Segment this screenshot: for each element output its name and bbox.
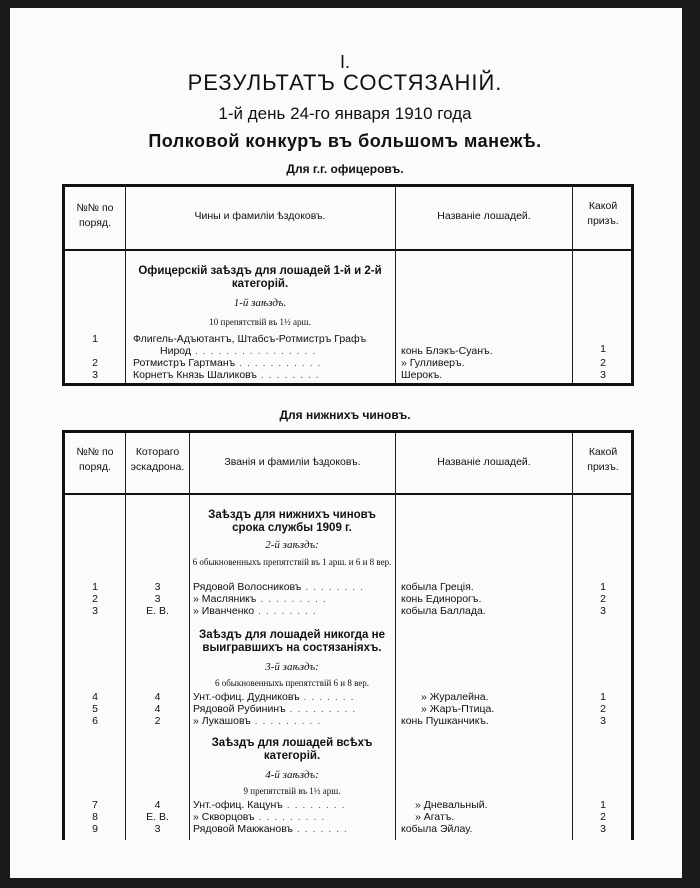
col-header-squadron: Котораго эскадрона.	[130, 446, 185, 473]
page-title: РЕЗУЛЬТАТЪ СОСТЯЗАНІЙ.	[187, 70, 503, 95]
table-row-rider-continued: Нирод . . . . . . . . . . . . . . . .	[160, 345, 317, 357]
lower-ranks-heading: Для нижнихъ чиновъ.	[279, 408, 411, 422]
group-subheading: Заѣздъ для нижнихъ чиновъ срока службы 1909 г.	[208, 509, 376, 534]
table-row-rider: Рядовой Рубининъ . . . . . . . . .	[193, 703, 357, 715]
table-row-number: 3	[92, 605, 98, 617]
table-row-number: 3	[92, 369, 98, 381]
table-row-number: 6	[92, 715, 98, 727]
col-header-prize: Какой призъ.	[587, 446, 619, 473]
table-row-horse: кобыла Греція.	[401, 581, 474, 593]
table-row-prize: 3	[600, 715, 606, 727]
col-header-rider: Званія и фамиліи ѣздоковъ.	[224, 456, 361, 468]
table-row-squadron: 4	[154, 799, 161, 811]
col-header-number: №№ по поряд.	[76, 202, 114, 229]
col-header-prize: Какой призъ.	[587, 200, 619, 227]
group-heat: 2-й заѣздъ:	[265, 539, 319, 551]
table-row-prize: 1	[600, 581, 606, 593]
table-row-rider: Флигель-Адъютантъ, Штабсъ-Ротмистръ Графъ	[133, 333, 367, 345]
table-row-rider: » Масляникъ . . . . . . . . .	[193, 593, 327, 605]
group-subheading: Заѣздъ для лошадей никогда не выигравшихъ на состязаніяхъ.	[199, 629, 385, 654]
table-row-prize: 2	[600, 357, 606, 369]
table-row-prize: 3	[600, 823, 606, 835]
table-row-prize: 3	[600, 369, 606, 381]
table-row-horse: кобыла Эйлау.	[401, 823, 473, 835]
table-row-horse: » Журалейна.	[421, 691, 489, 703]
col-header-horse: Названіе лошадей.	[437, 210, 531, 222]
lower-ranks-table	[62, 430, 634, 840]
col-header-horse: Названіе лошадей.	[437, 456, 531, 468]
table-row-squadron: Е. В.	[146, 811, 169, 823]
officers-obstacles: 10 препятствій въ 1½ арш.	[209, 317, 311, 327]
table-row-number: 7	[92, 799, 98, 811]
table-row-number: 2	[92, 593, 98, 605]
table-row-rider: Унт.-офиц. Кацунъ . . . . . . . .	[193, 799, 346, 811]
table-row-number: 1	[92, 581, 98, 593]
table-row-squadron: 3	[154, 581, 161, 593]
table-row-squadron: 3	[154, 823, 161, 835]
col-header-rider: Чины и фамиліи ѣздоковъ.	[194, 210, 326, 222]
group-obstacles: 9 препятствій въ 1½ арш.	[243, 786, 341, 796]
table-row-rider: Корнетъ Князь Шаликовъ . . . . . . . .	[133, 369, 320, 381]
table-row-rider: Рядовой Макжановъ . . . . . . .	[193, 823, 348, 835]
table-row-horse: конь Пушканчикъ.	[401, 715, 489, 727]
group-obstacles: 6 обыкновенныхъ препятствій 6 и 8 вер.	[214, 678, 370, 688]
table-row-number: 8	[92, 811, 98, 823]
table-row-rider: Ротмистръ Гартманъ . . . . . . . . . . .	[133, 357, 322, 369]
event-title: Полковой конкуръ въ большомъ манежѣ.	[148, 131, 542, 151]
group-heat: 3-й заѣздъ:	[265, 661, 319, 673]
table-row-prize: 1	[600, 691, 606, 703]
table-row-horse: конь Блэкъ-Суанъ.	[401, 345, 493, 357]
table-row-horse: » Агатъ.	[415, 811, 455, 823]
officers-table	[62, 184, 634, 386]
col-header-number: №№ по поряд.	[76, 446, 114, 473]
table-row-prize: 2	[600, 593, 606, 605]
table-row-prize: 1	[600, 799, 606, 811]
date-line: 1-й день 24-го января 1910 года	[218, 104, 472, 123]
table-row-squadron: Е. В.	[146, 605, 169, 617]
table-row-rider: Унт.-офиц. Дудниковъ . . . . . . .	[193, 691, 355, 703]
table-row-horse: » Дневальный.	[415, 799, 488, 811]
table-row-horse: кобыла Баллада.	[401, 605, 486, 617]
group-heat: 4-й заѣздъ:	[265, 769, 319, 781]
table-row-number: 9	[92, 823, 98, 835]
table-row-squadron: 3	[154, 593, 161, 605]
section-number: I.	[339, 52, 350, 72]
table-row-prize: 2	[600, 811, 606, 823]
table-row-prize: 3	[600, 605, 606, 617]
table-row-squadron: 4	[154, 691, 161, 703]
table-row-squadron: 2	[154, 715, 161, 727]
table-row-number: 5	[92, 703, 98, 715]
table-row-horse: конь Единорогъ.	[401, 593, 482, 605]
group-obstacles: 6 обыкновенныхъ препятствій въ 1 арш. и 6 и 8 вер.	[192, 557, 392, 567]
table-row-horse: Шерокъ.	[401, 369, 443, 381]
table-row-rider: » Иванченко . . . . . . . .	[193, 605, 317, 617]
table-row-number: 1	[92, 333, 98, 345]
table-row-horse: » Гулливеръ.	[401, 357, 465, 369]
table-row-prize: 1	[600, 343, 606, 355]
table-row-horse: » Жаръ-Птица.	[421, 703, 495, 715]
table-row-rider: » Скворцовъ . . . . . . . . .	[193, 811, 326, 823]
table-row-rider: » Лукашовъ . . . . . . . . .	[193, 715, 322, 727]
table-row-number: 4	[92, 691, 98, 703]
officers-heat: 1-й заѣздъ.	[233, 297, 287, 309]
group-subheading: Заѣздъ для лошадей всѣхъ категорій.	[211, 737, 373, 762]
officers-subheading: Офицерскій заѣздъ для лошадей 1-й и 2-й категорій.	[138, 265, 382, 290]
table-row-rider: Рядовой Волосниковъ . . . . . . . .	[193, 581, 365, 593]
table-row-prize: 2	[600, 703, 606, 715]
table-row-number: 2	[92, 357, 98, 369]
officers-heading: Для г.г. офицеровъ.	[286, 162, 404, 176]
table-row-squadron: 4	[154, 703, 161, 715]
